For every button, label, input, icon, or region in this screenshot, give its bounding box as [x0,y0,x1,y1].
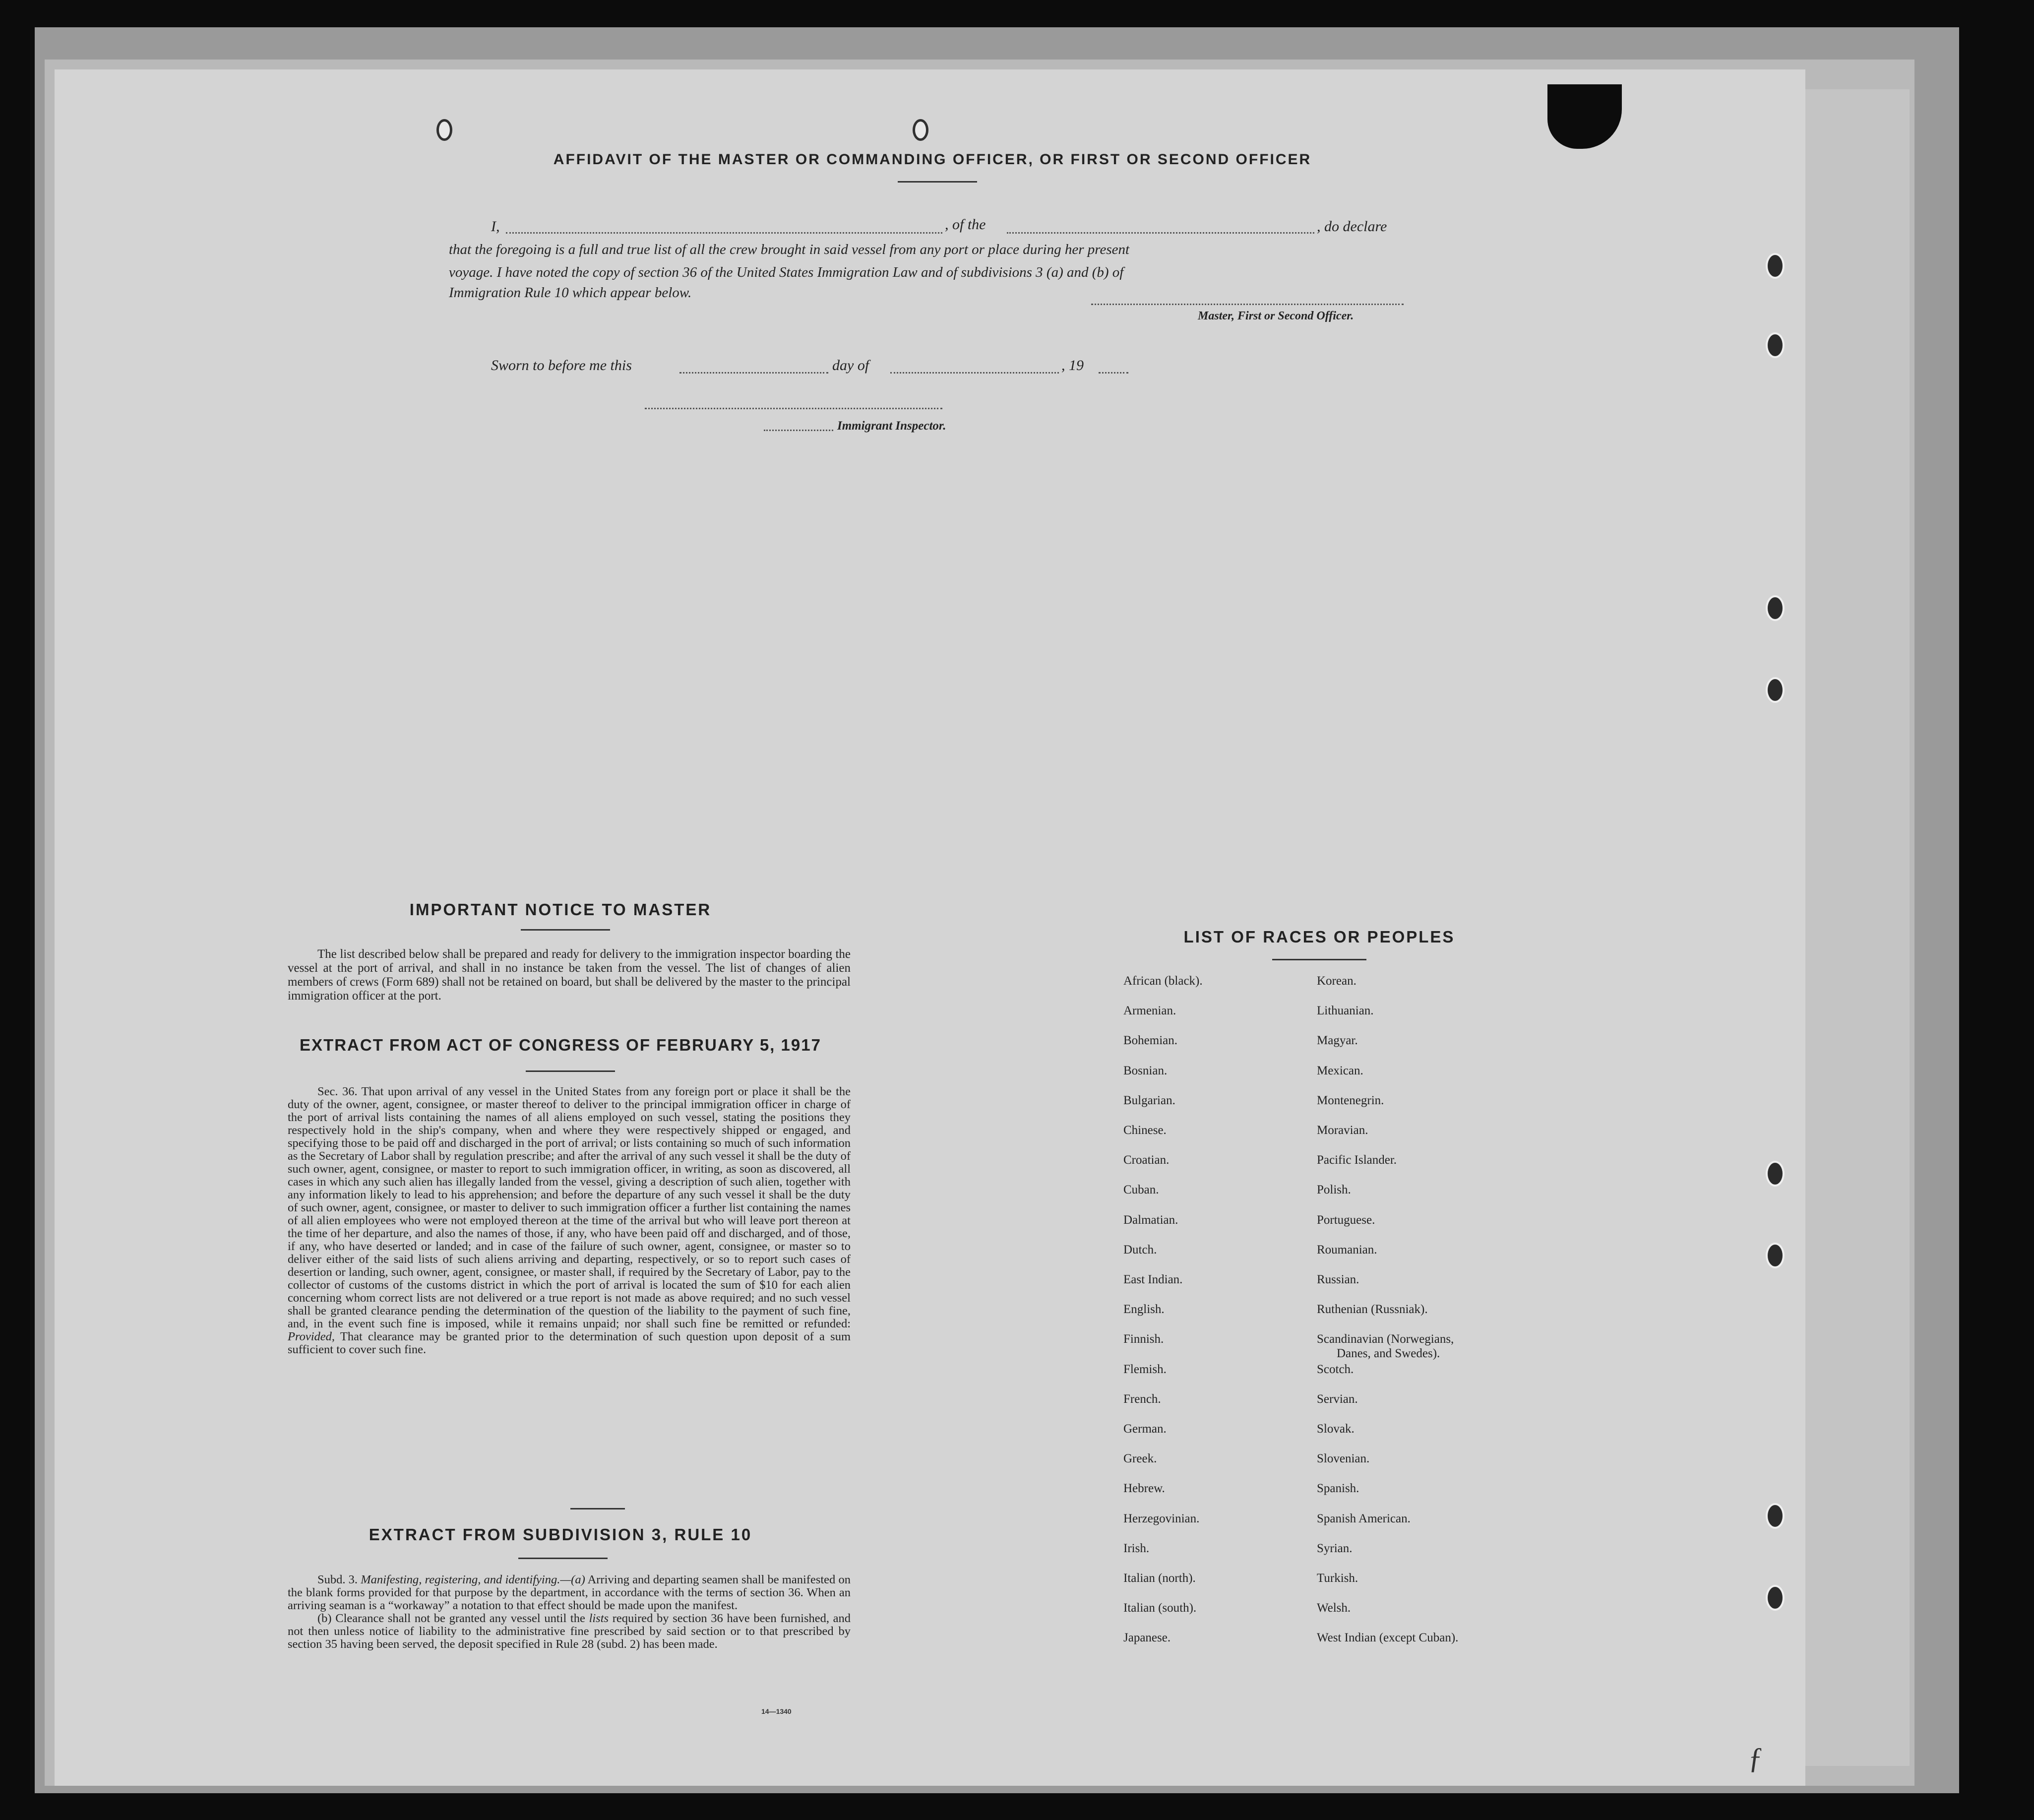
race-item: Pacific Islander. [1317,1153,1397,1167]
race-item: Cuban. [1123,1183,1159,1197]
signature-blank[interactable] [1091,304,1404,305]
race-item: Slovenian. [1317,1452,1370,1466]
race-item: English. [1123,1303,1165,1317]
race-item: Irish. [1123,1541,1150,1555]
rule-top-rule [570,1508,625,1509]
punch-hole-icon [1766,1243,1785,1268]
race-item: Montenegrin. [1317,1093,1384,1107]
inspector-label: Immigrant Inspector. [837,419,946,433]
race-item: Bohemian. [1123,1034,1178,1048]
race-item: Mexican. [1317,1064,1363,1077]
race-item: Chinese. [1123,1124,1167,1137]
race-item: East Indian. [1123,1273,1183,1286]
race-item: Slovak. [1317,1422,1355,1436]
race-item: Bosnian. [1123,1064,1168,1077]
race-item: Russian. [1317,1273,1359,1286]
rule-subd-heading: Manifesting, registering, and identifying.— [361,1573,571,1586]
act-rule [526,1070,615,1072]
race-item: Syrian. [1317,1541,1353,1555]
races-rule [1272,959,1366,960]
form-code: 14—1340 [761,1707,792,1715]
race-item: Welsh. [1317,1601,1351,1615]
race-item: French. [1123,1392,1161,1406]
punch-hole-icon [1766,1503,1785,1529]
affidavit-i: I, [491,218,500,235]
inspector-signature-blank-2[interactable] [764,430,833,431]
punch-hole-icon [1766,253,1785,279]
race-item: Japanese. [1123,1631,1171,1645]
race-item: Ruthenian (Russniak). [1317,1303,1428,1317]
act-proviso-text: That clearance may be granted prior to the determination of such question upon deposit of a sum sufficient to cover such fine. [288,1330,851,1356]
sworn-day-blank[interactable] [679,372,828,374]
race-item: Italian (south). [1123,1601,1197,1615]
race-item: Servian. [1317,1392,1358,1406]
race-item: Korean. [1317,974,1356,988]
act-section-label: Sec. 36. [317,1085,358,1098]
race-item: Polish. [1317,1183,1351,1197]
race-item: Croatian. [1123,1153,1170,1167]
punch-hole-icon [436,119,452,141]
race-item: German. [1123,1422,1167,1436]
rule-para-b-part1: Clearance shall not be granted any vessel until the [335,1612,585,1625]
corner-mark: ƒ [1748,1742,1763,1774]
race-item: Danes, and Swedes). [1337,1347,1440,1360]
sworn-year: , 19 [1061,357,1084,374]
race-item: Magyar. [1317,1034,1358,1048]
affidavit-title: AFFIDAVIT OF THE MASTER OR COMMANDING OFFICER, OR FIRST OR SECOND OFFICER [553,151,1312,168]
rule-subd-label: Subd. 3. [317,1573,358,1586]
signature-label: Master, First or Second Officer. [1198,310,1354,322]
sworn-month-blank[interactable] [890,372,1059,374]
affidavit-line3: voyage. I have noted the copy of section 36 of the United States Immigration Law and of subdivisions 3 (a) and (b) of [449,264,1124,280]
rule-body [288,1573,851,1651]
notice-body [288,947,851,1003]
rule-title: EXTRACT FROM SUBDIVISION 3, RULE 10 [369,1525,752,1544]
race-item: Spanish American. [1317,1511,1411,1525]
punch-hole-icon [1766,332,1785,358]
rule-para-b-lists: lists [589,1612,609,1625]
punch-hole-icon [1766,595,1785,621]
race-item: Herzegovinian. [1123,1511,1200,1525]
race-item: Flemish. [1123,1362,1167,1376]
sworn-year-blank[interactable] [1099,372,1128,374]
race-item: Armenian. [1123,1004,1176,1018]
title-rule [898,181,977,183]
race-item: Bulgarian. [1123,1093,1175,1107]
punch-hole-icon [1766,677,1785,703]
affidavit-of-the: , of the [945,216,986,233]
race-item: Moravian. [1317,1124,1368,1137]
race-item: Scotch. [1317,1362,1354,1376]
race-item: West Indian (except Cuban). [1317,1631,1459,1645]
race-item: Italian (north). [1123,1571,1196,1585]
act-proviso-label: Provided, [288,1330,335,1343]
vessel-blank[interactable] [1007,232,1314,234]
race-item: Dutch. [1123,1243,1157,1256]
race-item: Roumanian. [1317,1243,1377,1256]
inspector-signature-blank[interactable] [645,408,942,409]
rule-para-b-label: (b) [317,1612,332,1625]
race-item: Greek. [1123,1452,1157,1466]
notice-title: IMPORTANT NOTICE TO MASTER [409,900,712,919]
rule-para-a: Arriving and departing seamen shall be manifested on the blank forms provided for that purpose by the department, in accordance with the terms of section 36. When an arriving seaman is a “workaway” a notation to that effect should be made upon the manifest. [288,1573,851,1612]
affidavit-declare: , do declare [1317,218,1387,235]
sworn-prefix: Sworn to before me this [491,357,632,374]
race-item: Turkish. [1317,1571,1358,1585]
race-item: Scandinavian (Norwegians, [1317,1332,1454,1346]
affidavit-line4: Immigration Rule 10 which appear below. [449,285,692,301]
act-text: That upon arrival of any vessel in the United States from any foreign port or place it shall be the duty of the owner, agent, consignee, or master thereof to deliver to the principal immigration officer in charge of the port of arrival lists containing the names of all aliens employed on such vessel, stating the positions they respectively hold in the ship's company, when and where they were respectively shipped or engaged, and specifying those to be paid off and discharged in the port of arrival; or lists containing so much of such information as the Secretary of Labor shall by regulation prescribe; and after the arrival of any such vessel it shall be the duty of such owner, agent, consignee, or master to report to such immigration officer, in writing, as soon as discovered, all cases in which any such alien has illegally landed from the vessel, giving a description of such alien, together with any information likely to lead to his apprehension; and before the departure of any such vessel it shall be the duty of such owner, agent, consignee, or master to deliver to such immigration officer a further list containing the names of all alien employees who were not employed thereon at the time of the arrival but who will leave port thereon at the time of her departure, and also the names of those, if any, who have been paid off and discharged, and of those, if any, who have deserted or landed; and in case of the failure of such owner, agent, consignee, or master so to deliver either of the said lists of such aliens arriving and departing, respectively, or so to report such cases of desertion or landing, such owner, agent, consignee, or master shall, if required by the Secretary of Labor, pay to the collector of customs of the customs district in which the port of arrival is located the sum of $10 for each alien concerning whom correct lists are not delivered or a true report is not made as above required; and no such vessel shall be granted clearance pending the determination of the question of the liability to the payment of such fine, and, in the event such fine is imposed, while it remains unpaid; nor shall such fine be remitted or refunded: [288,1085,851,1330]
name-blank[interactable] [506,232,942,234]
rule-bottom-rule [518,1558,608,1559]
notice-rule [521,929,610,931]
act-body [288,1085,851,1356]
race-item: Finnish. [1123,1332,1164,1346]
act-title: EXTRACT FROM ACT OF CONGRESS OF FEBRUARY 5, 1917 [300,1036,821,1054]
race-item: Hebrew. [1123,1482,1165,1496]
race-item: Dalmatian. [1123,1213,1178,1227]
races-title: LIST OF RACES OR PEOPLES [1183,928,1455,946]
race-item: Portuguese. [1317,1213,1375,1227]
affidavit-line2: that the foregoing is a full and true list of all the crew brought in said vessel from any port or place during her present [449,242,1130,257]
rule-para-a-label: (a) [571,1573,585,1586]
race-item: Spanish. [1317,1482,1359,1496]
race-item: African (black). [1123,974,1203,988]
punch-hole-icon [1766,1585,1785,1611]
notice-text: The list described below shall be prepared and ready for delivery to the immigration inspector boarding the vessel at the port of arrival, and shall in no instance be taken from the vessel. The list of changes of alien members of crews (Form 689) shall not be retained on board, but shall be delivered by the master to the principal immigration officer at the port. [288,947,851,1003]
punch-hole-icon [1766,1161,1785,1187]
punch-hole-icon [913,119,928,141]
rule-para-b-part2: required by section 36 have been furnished, and not then unless notice of liability to the administrative fine prescribed by said section or to that prescribed by section 35 having been served, the deposit specified in Rule 28 (subd. 2) has been made. [288,1612,851,1651]
sworn-day-of: day of [832,357,869,374]
race-item: Lithuanian. [1317,1004,1374,1018]
